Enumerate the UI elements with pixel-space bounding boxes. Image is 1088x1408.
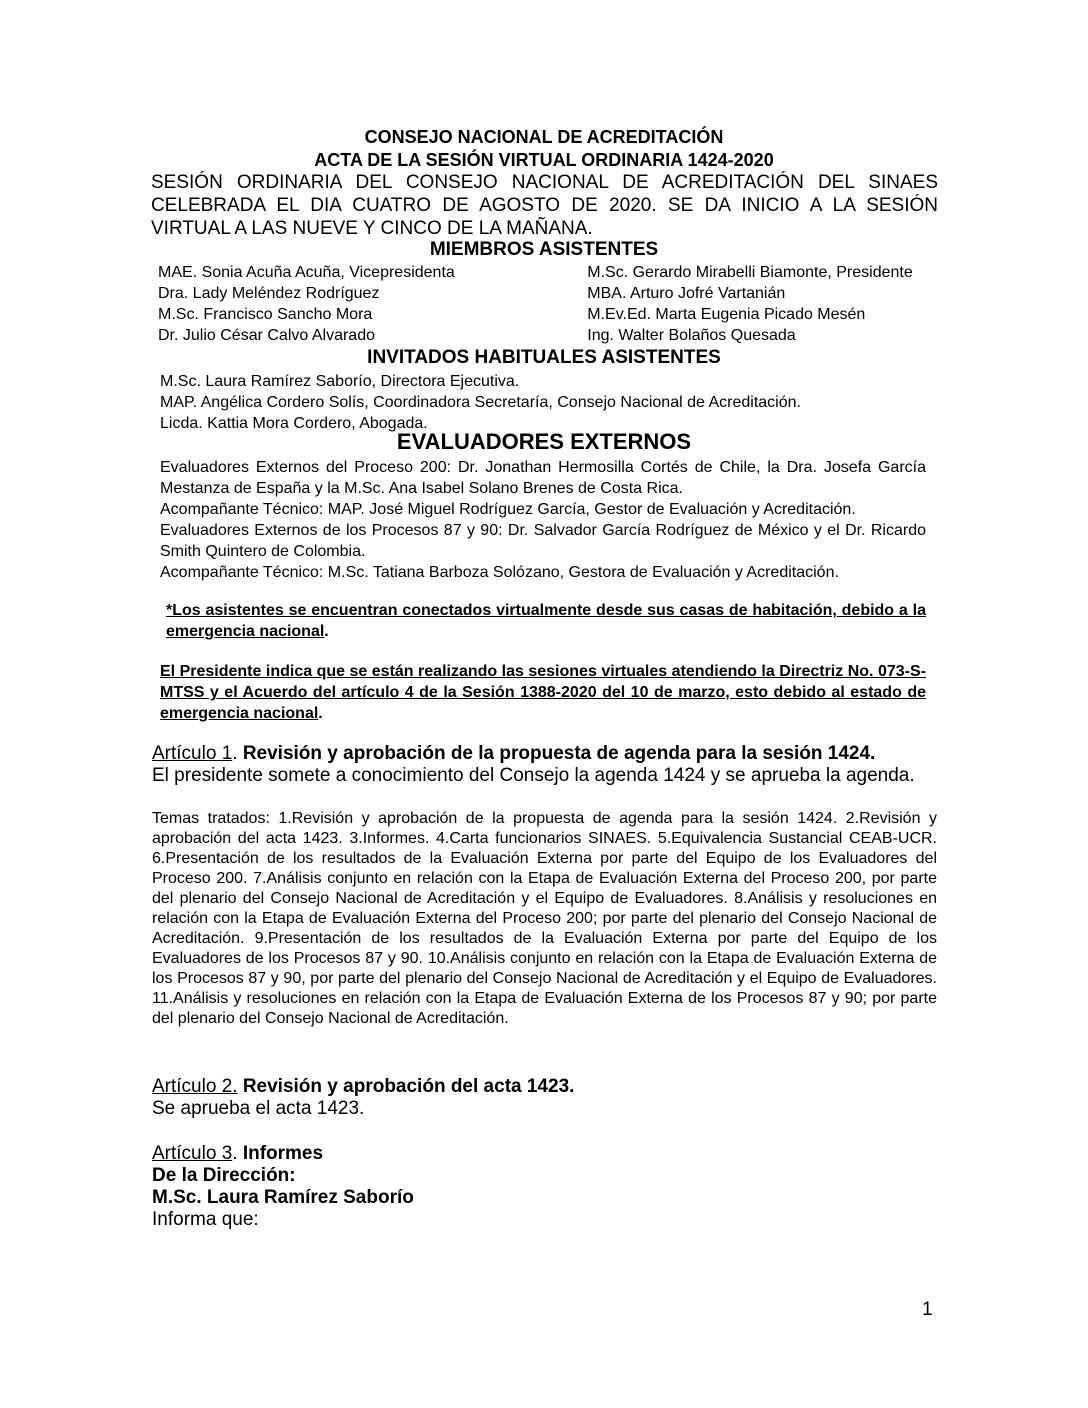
article-3-body: Informa que: <box>152 1209 259 1230</box>
article-1-body: El presidente somete a conocimiento del Consejo la agenda 1424 y se aprueba la agenda. <box>152 765 915 786</box>
president-note <box>160 661 926 724</box>
note-text: El Presidente indica que se están realizando las sesiones virtuales atendiendo la Directriz No. 073-S-MTSS y el Acuerdo del artículo 4 de la Sesión 1388-2020 del 10 de marzo, esto debido al estado de emergencia nacional <box>160 663 926 722</box>
article-1-title: Revisión y aprobación de la propuesta de agenda para la sesión 1424. <box>242 743 876 764</box>
member-name: MBA. Arturo Jofré Vartanián <box>587 285 786 302</box>
page-number: 1 <box>922 1299 933 1320</box>
article-3-heading <box>152 1143 942 1165</box>
article-2-heading <box>152 1076 942 1098</box>
evaluators-paragraph: Acompañante Técnico: MAP. José Miguel Rodríguez García, Gestor de Evaluación y Acreditación. <box>160 501 856 518</box>
members-heading: MIEMBROS ASISTENTES <box>429 239 659 260</box>
evaluators-list <box>160 457 926 583</box>
article-separator: . <box>232 1143 243 1164</box>
member-name: MAE. Sonia Acuña Acuña, Vicepresidenta <box>158 264 455 281</box>
article-2-body: Se aprueba el acta 1423. <box>152 1098 365 1119</box>
member-row <box>158 283 958 304</box>
member-name: M.Sc. Gerardo Mirabelli Biamonte, Presidente <box>587 264 913 281</box>
article-2 <box>152 1076 942 1120</box>
topics-paragraph: Temas tratados: 1.Revisión y aprobación de la propuesta de agenda para la sesión 1424. 2.Revisión y aprobación del acta 1423. 3.Informes. 4.Carta funcionarios SINAES. 5.Equivalencia Sustancial CEAB-UCR. 6.Presentación de los resultados de la Evaluación Externa por parte del Equipo de los Evaluadores del Proceso 200. 7.Análisis conjunto en relación con la Etapa de Evaluación Externa del Proceso 200, por parte del plenario del Consejo Nacional de Acreditación y el Equipo de Evaluadores. 8.Análisis y resoluciones en relación con la Etapa de Evaluación Externa del Proceso 200; por parte del plenario del Consejo Nacional de Acreditación. 9.Presentación de los resultados de la Evaluación Externa por parte del Equipo de los Evaluadores de los Procesos 87 y 90. 10.Análisis conjunto en relación con la Etapa de Evaluación Externa de los Procesos 87 y 90, por parte del plenario del Consejo Nacional de Acreditación y el Equipo de Evaluadores. 11.Análisis y resoluciones en relación con la Etapa de Evaluación Externa de los Procesos 87 y 90; por parte del plenario del Consejo Nacional de Acreditación. <box>152 810 937 1027</box>
article-separator: . <box>232 743 243 764</box>
invited-line: MAP. Angélica Cordero Solís, Coordinadora Secretaría, Consejo Nacional de Acreditación. <box>160 394 801 411</box>
note-period: . <box>318 705 323 722</box>
invited-heading: INVITADOS HABITUALES ASISTENTES <box>367 347 721 368</box>
invited-line: Licda. Kattia Mora Cordero, Abogada. <box>160 415 428 432</box>
document-title: CONSEJO NACIONAL DE ACREDITACIÓN <box>364 127 724 147</box>
article-1-label: Artículo 1 <box>152 743 233 764</box>
article-3-subheading: De la Dirección: <box>152 1165 296 1186</box>
document-subtitle: ACTA DE LA SESIÓN VIRTUAL ORDINARIA 1424-2020 <box>314 150 774 170</box>
invited-line: M.Sc. Laura Ramírez Saborío, Directora Ejecutiva. <box>160 373 520 390</box>
member-row <box>158 262 958 283</box>
member-row <box>158 304 958 325</box>
member-name: M.Ev.Ed. Marta Eugenia Picado Mesén <box>587 306 866 323</box>
note-period: . <box>324 623 329 640</box>
member-name: Dr. Julio César Calvo Alvarado <box>158 327 375 344</box>
session-intro: SESIÓN ORDINARIA DEL CONSEJO NACIONAL DE ACREDITACIÓN DEL SINAES CELEBRADA EL DIA CUATRO DE AGOSTO DE 2020. SE DA INICIO A LA SESIÓN VIRTUAL A LAS NUEVE Y CINCO DE LA MAÑANA. <box>151 172 938 239</box>
members-list <box>158 262 958 346</box>
article-1-heading <box>152 743 942 765</box>
evaluators-paragraph: Acompañante Técnico: M.Sc. Tatiana Barboza Solózano, Gestora de Evaluación y Acreditación. <box>160 564 839 581</box>
member-row <box>158 325 958 346</box>
article-2-label: Artículo 2. <box>152 1076 238 1097</box>
article-3 <box>152 1143 942 1231</box>
article-3-label: Artículo 3 <box>152 1143 233 1164</box>
invited-list <box>160 371 940 434</box>
note-text: *Los asistentes se encuentran conectados virtualmente desde sus casas de habitación, debido a la emergencia nacional <box>166 602 926 640</box>
evaluators-paragraph: Evaluadores Externos de los Procesos 87 y 90: Dr. Salvador García Rodríguez de México y el Dr. Ricardo Smith Quintero de Colombia. <box>160 522 926 560</box>
article-3-presenter: M.Sc. Laura Ramírez Saborío <box>152 1187 414 1208</box>
member-name: Dra. Lady Meléndez Rodríguez <box>158 285 380 302</box>
evaluators-paragraph: Evaluadores Externos del Proceso 200: Dr. Jonathan Hermosilla Cortés de Chile, la Dra. Josefa García Mestanza de España y la M.Sc. Ana Isabel Solano Brenes de Costa Rica. <box>160 459 926 497</box>
virtual-attendance-note <box>160 600 926 642</box>
article-2-title: Revisión y aprobación del acta 1423. <box>242 1076 575 1097</box>
member-name: M.Sc. Francisco Sancho Mora <box>158 306 373 323</box>
member-name: Ing. Walter Bolaños Quesada <box>587 327 796 344</box>
evaluators-heading: EVALUADORES EXTERNOS <box>396 429 692 454</box>
article-1 <box>152 743 942 787</box>
article-3-title: Informes <box>242 1143 324 1164</box>
